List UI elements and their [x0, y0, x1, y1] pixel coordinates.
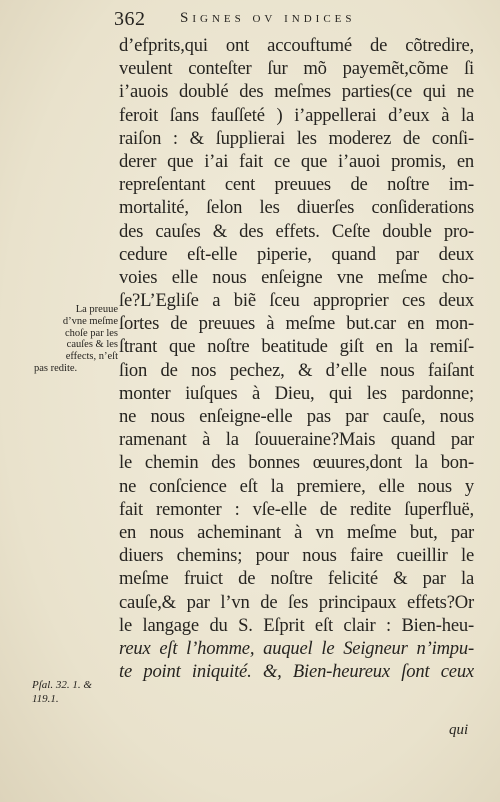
text-line: le chemin des bonnes œuures,dont la bon-: [119, 452, 474, 474]
margin-reference-line: 119.1.: [32, 693, 59, 705]
text-line-italic: te point iniquité. &, Bien-heureux ſont ceux: [119, 661, 474, 683]
margin-note: [34, 304, 118, 375]
text-line: cedure eſt-elle piperie, quand par deux: [119, 243, 474, 265]
text-line: mortalité, ſelon les diuerſes conſiderations: [119, 197, 474, 219]
margin-reference-line: Pſal. 32. 1. &: [32, 679, 92, 691]
text-line: veulent conteſter ſur mõ payemẽt,cõme ſi: [119, 58, 474, 80]
text-line: raiſon : & ſupplierai les moderez de conſi-: [119, 127, 474, 149]
text-line: ſtrant que noſtre beatitude giſt en la remiſ-: [119, 336, 474, 358]
text-line: diuers chemins; pour nous faire cueillir le: [119, 545, 474, 567]
text-line: feroit ſans fauſſeté ) i’appellerai d’eux à la: [119, 104, 474, 126]
margin-note-line: La preuue: [75, 304, 118, 315]
text-line: cauſe,& par l’vn de ſes principaux effets?Or: [119, 591, 474, 613]
margin-note-line: cauſes & les: [66, 339, 118, 351]
margin-reference: [32, 678, 118, 706]
text-line: ne nous enſeigne-elle pas par cauſe, nous: [119, 406, 474, 427]
body-text: [119, 34, 474, 683]
text-line: meſme fruict de noſtre felicité & par la: [119, 568, 474, 590]
running-title: Signes ov indices: [180, 10, 356, 26]
text-line: monter iuſques à Dieu, qui les pardonne;: [119, 382, 474, 404]
text-line: fait remonter : vſe-elle de redite ſuperfluë,: [119, 498, 474, 520]
text-line-italic: reux eſt l’homme, auquel le Seigneur n’impu-: [119, 637, 474, 659]
text-line: i’auois doublé des meſmes parties(ce qui ne: [119, 81, 474, 103]
margin-note-line: choſe par les: [64, 327, 118, 339]
catchword: qui: [449, 722, 469, 738]
text-line: ſion de nos pechez, & d’elle nous faiſant: [119, 359, 474, 381]
margin-note-line: d’vne meſme: [62, 315, 118, 327]
text-line: voies elle nous enſeigne vne meſme cho-: [119, 266, 474, 288]
text-line: ſe?L’Egliſe a biẽ ſceu approprier ces deux: [119, 290, 474, 312]
text-line: d’efprits,qui ont accouftumé de cõtredire,: [119, 35, 474, 56]
text-line: repreſentant cent preuues de noſtre im-: [119, 174, 474, 196]
text-line: derer que i’ai fait ce que i’auoi promis, en: [119, 150, 474, 172]
running-header: [114, 6, 484, 32]
text-line: ramenant à la ſouueraine?Mais quand par: [119, 429, 474, 451]
text-line: des cauſes & des effets. Ceſte double pro-: [119, 220, 474, 242]
text-line: ne conſcience eſt la premiere, elle nous y: [119, 475, 474, 497]
text-line: le langage du S. Eſprit eſt clair : Bien-heu-: [119, 614, 474, 636]
margin-note-line: effects, n’eſt: [65, 351, 118, 363]
page-number: 362: [114, 8, 146, 30]
margin-note-line: pas redite.: [34, 362, 78, 374]
text-line: ſortes de preuues à meſme but.car en mon-: [119, 313, 474, 335]
text-line: en nous acheminant à vn meſme but, par: [119, 521, 474, 543]
